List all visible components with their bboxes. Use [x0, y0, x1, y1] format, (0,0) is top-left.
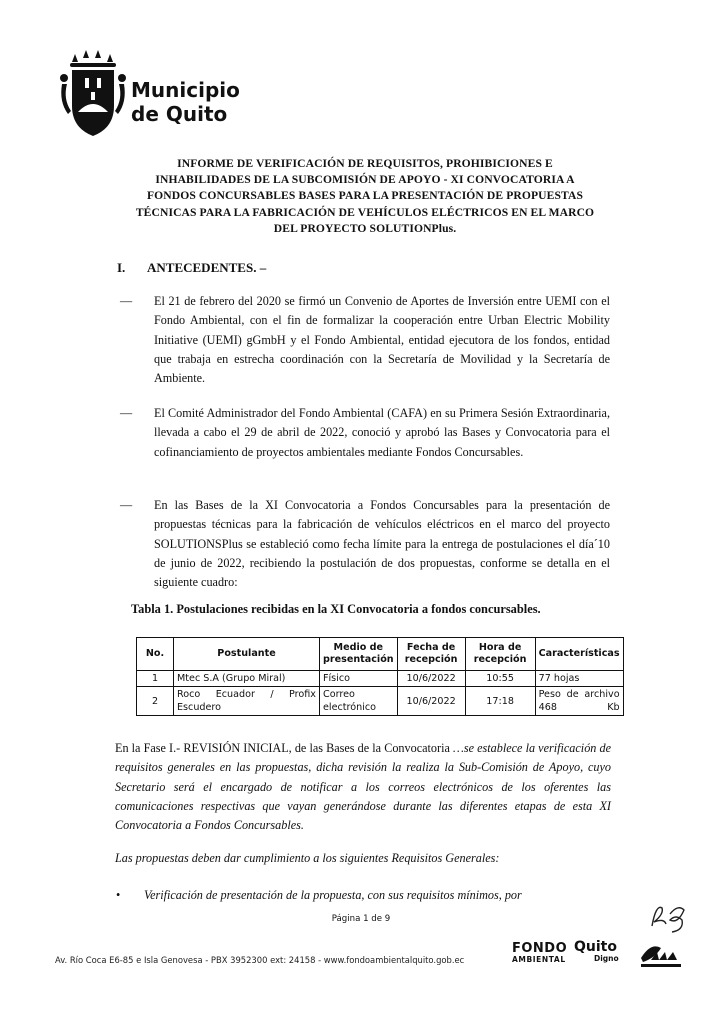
bullet-text-2: El Comité Administrador del Fondo Ambiental (CAFA) en su Primera Sesión Extraordinaria, llevada a cabo el 29 de abril de 2022, conoció y aprobó las Bases y Convocatoria para el cofinanciamiento de proyectos ambientales mediante Fondos Concursables.	[154, 406, 610, 459]
cell-medio: Físico	[320, 671, 398, 687]
section-title: ANTECEDENTES. –	[147, 260, 267, 275]
municipio-coat-of-arms-logo	[58, 48, 128, 140]
fase-quote: …se establece la verificación de requisitos generales en las propuestas, dicha revisión la realiza la Sub-Comisión de Apoyo, cuyo Secretario será el encargado de notificar a los correos electrónicos de los oferentes las comunicaciones respectivas que vayan generándose durante las diferentes etapas de esta XI Convocatoria a Fondos Concursables.	[115, 741, 611, 833]
handwritten-signature-icon	[646, 900, 696, 936]
bullet-text-1: El 21 de febrero del 2020 se firmó un Convenio de Aportes de Inversión entre UEMI con el Fondo Ambiental, con el fin de formalizar la cooperación entre Urban Electric Mobility Initiative (UEMI) gGmbH y el Fondo Ambiental, entidad ejecutora de los fondos, entidad que trabaja en estrecha coordinación con la Secretaría de Movilidad y la Secretaría de Ambiente.	[154, 294, 610, 386]
header-fecha: Fecha de recepción	[397, 638, 465, 671]
table-row	[137, 687, 624, 716]
municipio-logo-text	[131, 78, 240, 126]
header-hora: Hora de recepción	[465, 638, 535, 671]
section-number: I.	[117, 260, 126, 275]
fase-paragraph	[115, 739, 611, 835]
cell-no: 2	[137, 687, 174, 716]
dash-marker: —	[120, 294, 133, 308]
page-number: Página 1 de 9	[331, 914, 391, 924]
bullet-text-3: En las Bases de la XI Convocatoria a Fondos Concursables para la presentación de propuestas técnicas para la fabricación de vehículos eléctricos en el marco del proyecto SOLUTIONSPlus se estableció como fecha límite para la entrega de postulaciones el día´10 de junio de 2022, recibiendo la postulación de dos propuestas, conforme se detalla en el siguiente cuadro:	[154, 498, 610, 590]
logo-line-1: Municipio	[131, 78, 240, 102]
bullet-paragraph-2	[120, 404, 610, 462]
fase-intro: En la Fase I.- REVISIÓN INICIAL, de las Bases de la Convocatoria	[115, 741, 450, 755]
header-postulante: Postulante	[174, 638, 320, 671]
bullet-paragraph-1	[120, 292, 610, 388]
fondo-logo-line-2: AMBIENTAL	[512, 955, 566, 964]
cell-fecha: 10/6/2022	[397, 687, 465, 716]
bullet-paragraph-3	[120, 496, 610, 592]
table-header-row	[137, 638, 624, 671]
cell-hora: 10:55	[465, 671, 535, 687]
cell-fecha: 10/6/2022	[397, 671, 465, 687]
logo-line-2: de Quito	[131, 102, 228, 126]
fondo-logo-line-1: FONDO	[512, 941, 568, 956]
header-medio: Medio de presentación	[320, 638, 398, 671]
cell-medio: Correo electrónico	[320, 687, 398, 716]
quito-logo-line-1: Quito	[574, 939, 617, 955]
requisito-text: Verificación de presentación de la propuesta, con sus requisitos mínimos, por	[144, 888, 522, 902]
header-caracteristicas: Características	[535, 638, 623, 671]
dash-marker: —	[120, 406, 133, 420]
section-heading	[117, 260, 266, 276]
fondo-ambiental-logo	[512, 943, 567, 965]
quito-logo-line-2: Digno	[594, 954, 619, 963]
dash-marker: —	[120, 498, 133, 512]
bullet-marker: •	[116, 888, 121, 902]
postulaciones-table	[136, 637, 624, 716]
propuestas-paragraph: Las propuestas deben dar cumplimiento a los siguientes Requisitos Generales:	[115, 851, 500, 865]
document-title: INFORME DE VERIFICACIÓN DE REQUISITOS, PROHIBICIONES E INHABILIDADES DE LA SUBCOMISIÓN DE APOYO - XI CONVOCATORIA A FONDOS CONCURSABLES BASES PARA LA PRESENTACIÓN DE PROPUESTAS TÉCNICAS PARA LA FABRICACIÓN DE VEHÍCULOS ELÉCTRICOS EN EL MARCO DEL PROYECTO SOLUTIONPlus.	[135, 157, 595, 235]
quito-digno-logo	[574, 941, 619, 965]
cell-postulante: Roco Ecuador / Profix Escudero	[174, 687, 320, 716]
cell-caracteristicas: 77 hojas	[535, 671, 623, 687]
cell-no: 1	[137, 671, 174, 687]
cell-hora: 17:18	[465, 687, 535, 716]
requisito-bullet	[116, 888, 612, 903]
header-no: No.	[137, 638, 174, 671]
bicentenario-logo-icon	[637, 938, 685, 970]
cell-postulante: Mtec S.A (Grupo Miral)	[174, 671, 320, 687]
cell-caracteristicas: Peso de archivo 468 Kb	[535, 687, 623, 716]
table-row	[137, 671, 624, 687]
table-caption: Tabla 1. Postulaciones recibidas en la XI Convocatoria a fondos concursables.	[131, 602, 541, 616]
footer-address: Av. Río Coca E6-85 e Isla Genovesa - PBX 3952300 ext: 24158 - www.fondoambientalquito.gob.ec	[55, 955, 465, 965]
